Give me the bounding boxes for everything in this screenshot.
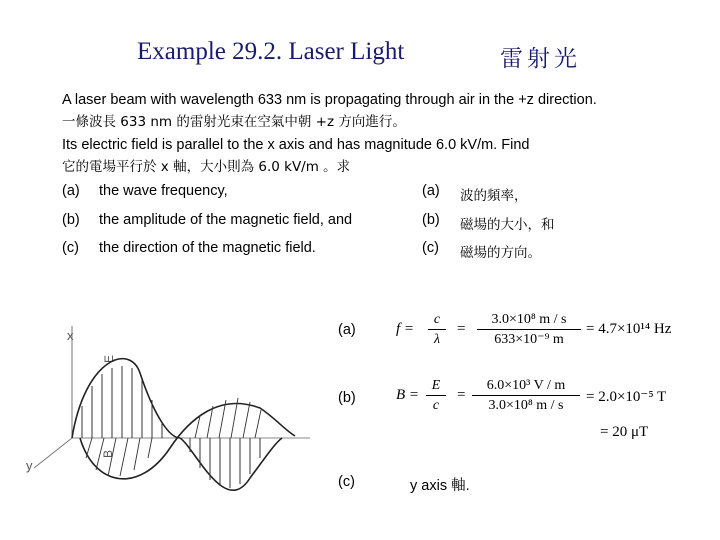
solution-a-equals: = <box>457 321 466 337</box>
e-field-arrows-down <box>190 438 260 488</box>
solution-b-lhs: B = <box>396 387 420 403</box>
b-field-label: B <box>101 449 115 458</box>
part-c-text: the direction of the magnetic field. <box>99 240 316 256</box>
solution-a-lhs: f = <box>396 321 415 337</box>
solution-a-fraction-1: c λ <box>428 311 446 348</box>
solution-a-fraction-2: 3.0×10⁸ m / s 633×10⁻⁹ m <box>477 311 581 348</box>
problem-line-2-chinese: 它的電場平行於 x 軸，大小則為 6.0 kV/m 。求 <box>62 159 351 175</box>
part-b-label: (b) <box>62 212 80 228</box>
part-a-text: the wave frequency, <box>99 183 228 199</box>
page-title-chinese: 雷射光 <box>500 46 581 72</box>
y-axis-line <box>34 438 72 468</box>
solution-a-result: = 4.7×10¹⁴ Hz <box>586 321 672 337</box>
e-field-label: E <box>102 354 116 363</box>
solution-b-result: = 2.0×10⁻⁵ T <box>586 389 667 405</box>
page-title: Example 29.2. Laser Light <box>137 38 405 65</box>
y-axis-label: y <box>26 458 33 473</box>
solution-c-label: (c) <box>338 474 355 490</box>
part-b-text: the amplitude of the magnetic field, and <box>99 212 353 228</box>
solution-b-label: (b) <box>338 390 356 406</box>
problem-line-1-chinese: 一條波長 633 nm 的雷射光束在空氣中朝 +z 方向進行。 <box>62 114 406 130</box>
x-axis-label: x <box>67 328 74 343</box>
solution-b-fraction-1: E c <box>426 377 446 414</box>
solution-c-answer: y axis 軸. <box>410 478 470 494</box>
problem-line-2: Its electric field is parallel to the x axis and has magnitude 6.0 kV/m. Find <box>62 137 530 153</box>
part-c-cn-label: (c) <box>422 240 439 256</box>
problem-line-1: A laser beam with wavelength 633 nm is propagating through air in the +z direction. <box>62 92 597 108</box>
solution-b-fraction-2: 6.0×10³ V / m 3.0×10⁸ m / s <box>472 377 580 414</box>
part-a-label: (a) <box>62 183 80 199</box>
solution-b-equals: = <box>457 387 466 403</box>
part-a-cn-label: (a) <box>422 183 440 199</box>
part-c-label: (c) <box>62 240 79 256</box>
part-b-cn-text: 磁場的大小，和 <box>460 217 555 233</box>
solution-a-label: (a) <box>338 322 356 338</box>
part-a-cn-text: 波的頻率， <box>460 188 528 204</box>
part-b-cn-label: (b) <box>422 212 440 228</box>
solution-b-result-micro: = 20 μT <box>600 424 649 440</box>
em-wave-diagram <box>20 318 320 498</box>
part-c-cn-text: 磁場的方向。 <box>460 245 541 261</box>
